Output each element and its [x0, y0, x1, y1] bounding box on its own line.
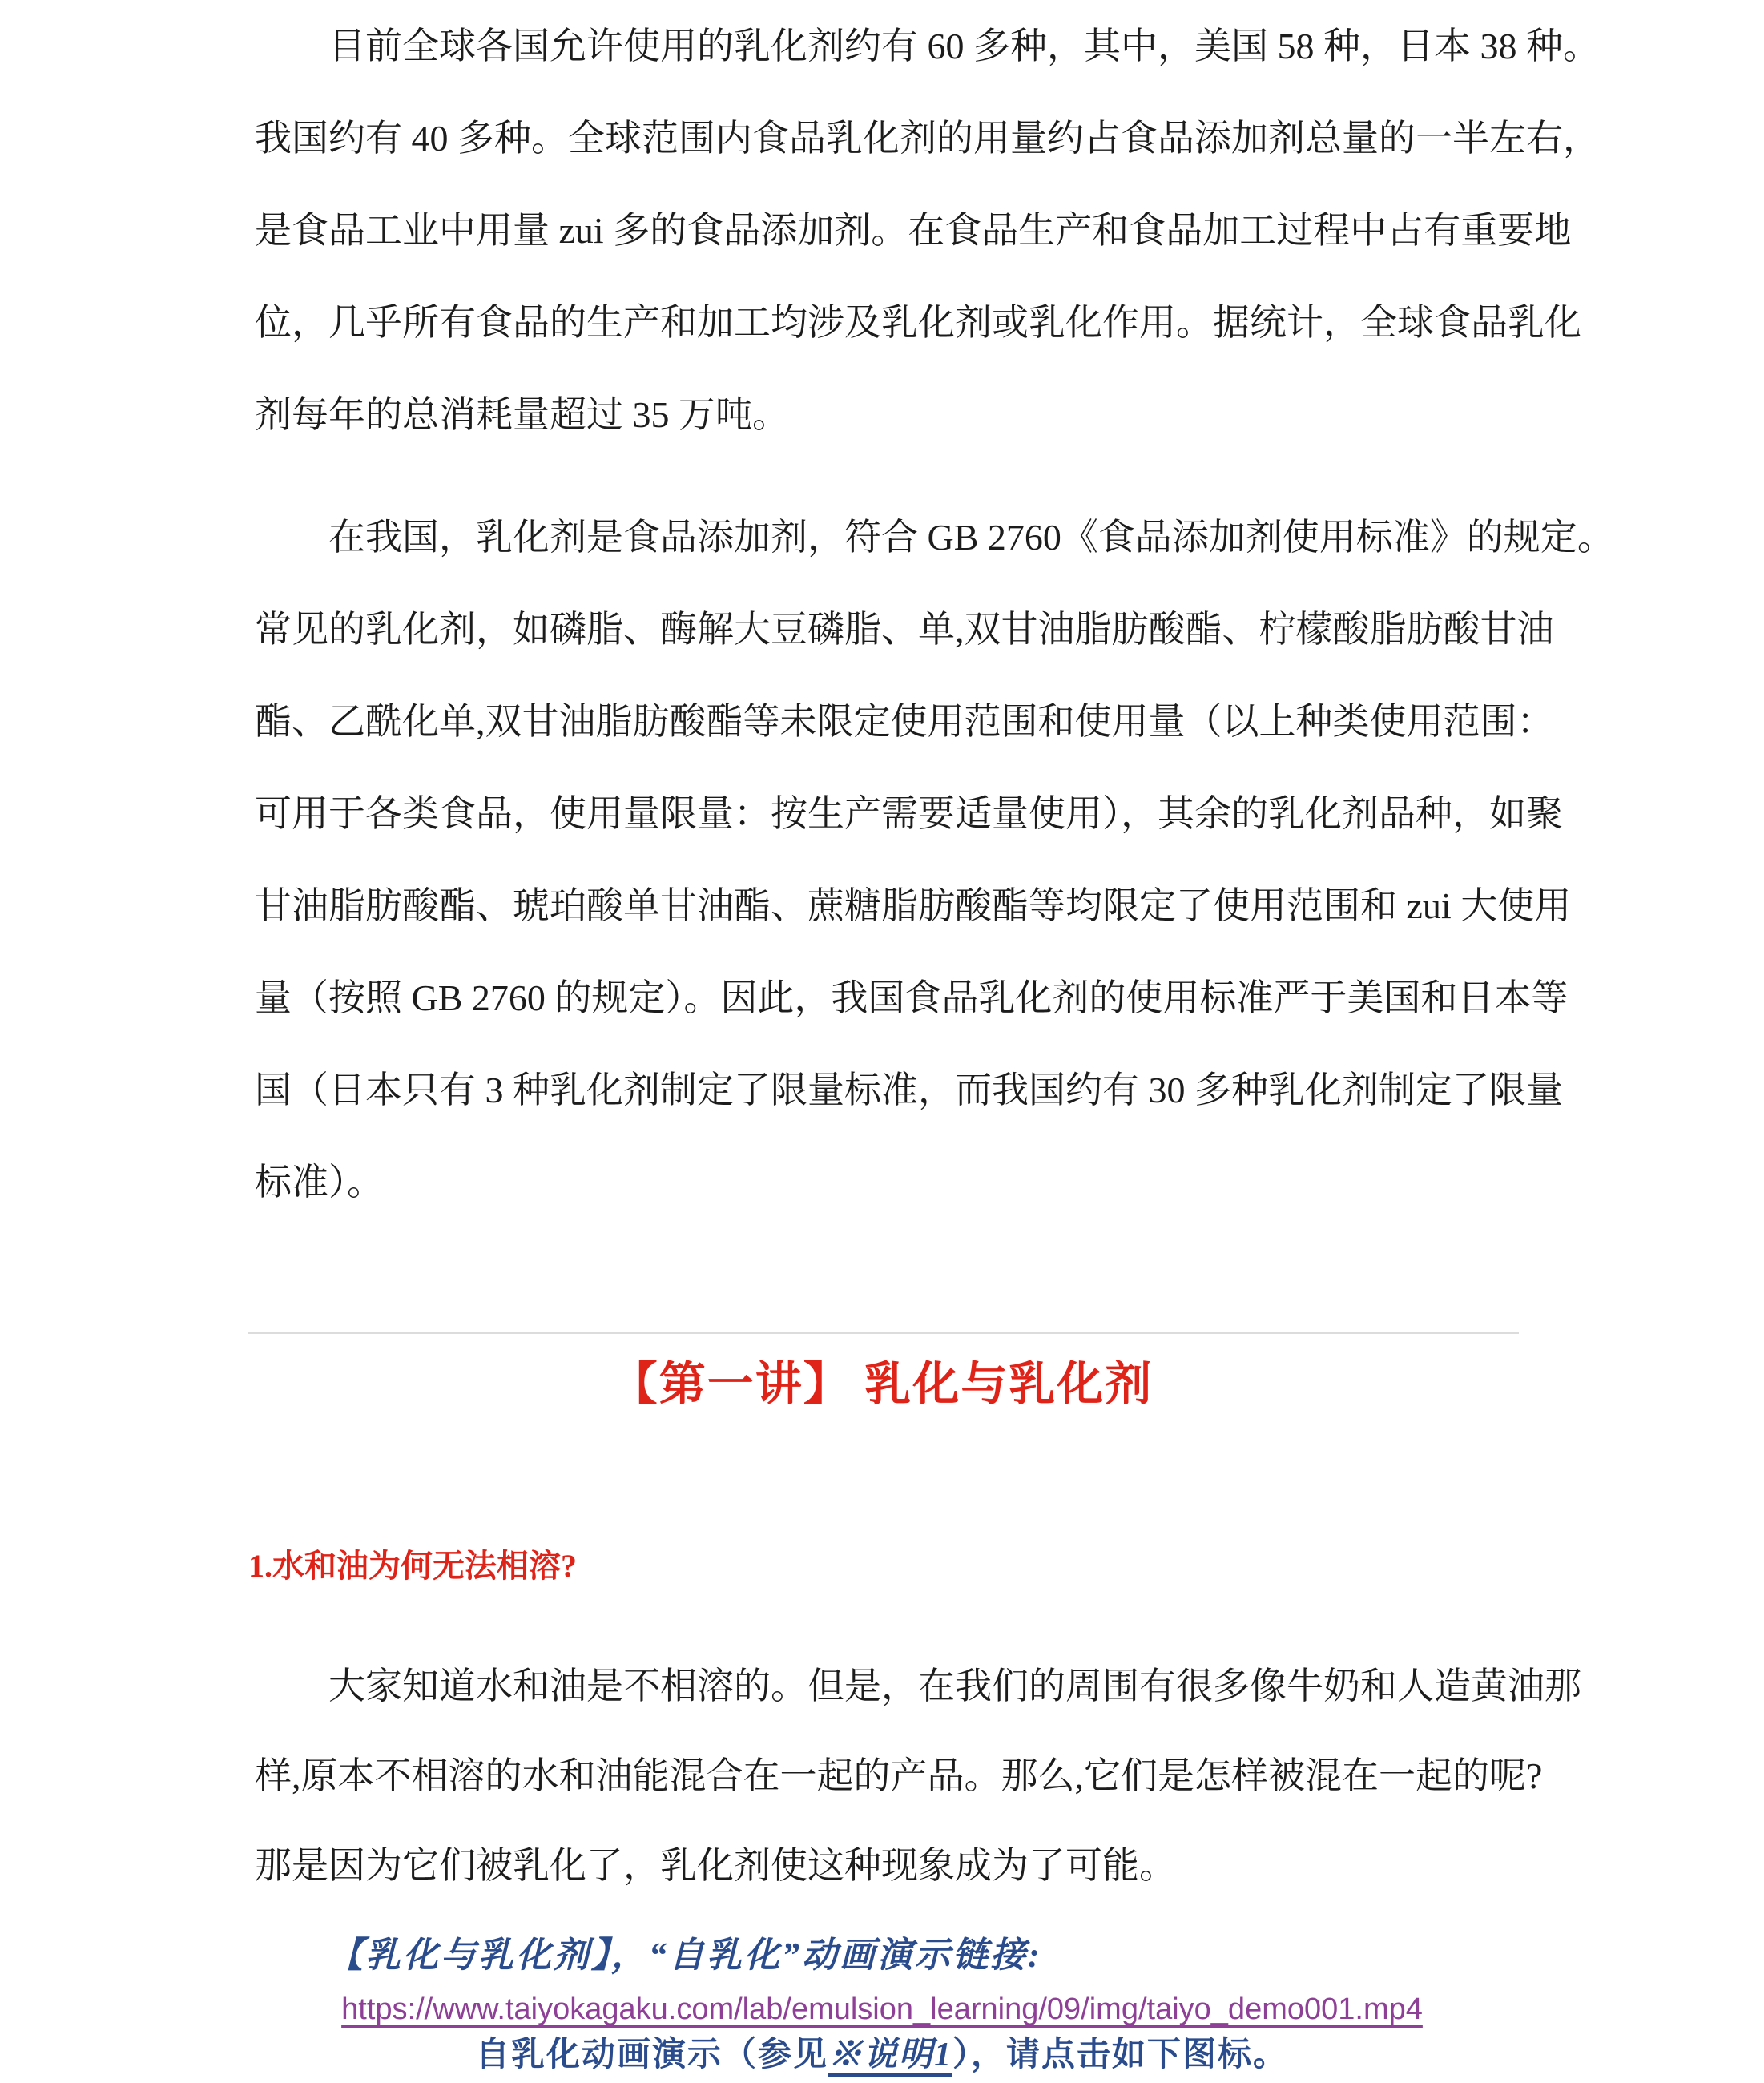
paragraph-line: 位，几乎所有食品的生产和加工均涉及乳化剂或乳化作用。据统计，全球食品乳化: [255, 302, 1581, 343]
paragraph-emulsifier-overview: [255, 0, 1600, 461]
section-heading: 【第一讲】 乳化与乳化剂: [610, 1358, 1154, 1410]
paragraph-line: 甘油脂肪酸酯、琥珀酸单甘油酯、蔗糖脂肪酸酯等均限定了使用范围和 zui 大使用: [255, 885, 1572, 926]
paragraph-line: 酯、乙酰化单,双甘油脂肪酸酯等未限定使用范围和使用量（以上种类使用范围：: [255, 701, 1554, 742]
animation-note-line: [0, 2027, 1764, 2083]
video-url-link[interactable]: https://www.taiyokagaku.com/lab/emulsion_learning/09/img/taiyo_demo001.mp4: [341, 1992, 1423, 2026]
note-suffix: ），请点击如下图标。: [952, 2037, 1289, 2073]
paragraph-line: 在我国，乳化剂是食品添加剂，符合 GB 2760《食品添加剂使用标准》的规定。: [328, 517, 1614, 558]
paragraph-line: 那是因为它们被乳化了，乳化剂使这种现象成为了可能。: [255, 1845, 1176, 1886]
paragraph-line: 大家知道水和油是不相溶的。但是，在我们的周围有很多像牛奶和人造黄油那: [328, 1666, 1581, 1706]
paragraph-line: 国（日本只有 3 种乳化剂制定了限量标准，而我国约有 30 多种乳化剂制定了限量: [255, 1070, 1563, 1110]
paragraph-line: 常见的乳化剂，如磷脂、酶解大豆磷脂、单,双甘油脂肪酸酯、柠檬酸脂肪酸甘油: [255, 609, 1554, 650]
paragraph-line: 可用于各类食品，使用量限量：按生产需要适量使用），其余的乳化剂品种，如聚: [255, 793, 1563, 834]
subsection-heading: 1.水和油为何无法相溶?: [248, 1548, 577, 1584]
paragraph-line: 是食品工业中用量 zui 多的食品添加剂。在食品生产和食品加工过程中占有重要地: [255, 210, 1572, 251]
paragraph-china-standards: [255, 491, 1614, 1228]
paragraph-water-oil: [255, 1642, 1581, 1911]
paragraph-line: 目前全球各国允许使用的乳化剂约有 60 多种，其中，美国 58 种，日本 38 种。: [328, 26, 1600, 66]
paragraph-line: 剂每年的总消耗量超过 35 万吨。: [255, 394, 789, 435]
note-prefix: 自乳化动画演示（参见: [475, 2037, 828, 2073]
paragraph-line: 样,原本不相溶的水和油能混合在一起的产品。那么,它们是怎样被混在一起的呢?: [255, 1755, 1543, 1796]
animation-demo-intro: 【乳化与乳化剂】，“自乳化”动画演示链接:: [328, 1936, 1042, 1975]
paragraph-line: 标准）。: [255, 1162, 384, 1203]
paragraph-line: 量（按照 GB 2760 的规定）。因此，我国食品乳化剂的使用标准严于美国和日本等: [255, 977, 1569, 1018]
note-reference-link[interactable]: ※说明1: [828, 2037, 952, 2073]
section-divider: [248, 1332, 1519, 1334]
paragraph-line: 我国约有 40 多种。全球范围内食品乳化剂的用量约占食品添加剂总量的一半左右，: [255, 118, 1600, 159]
